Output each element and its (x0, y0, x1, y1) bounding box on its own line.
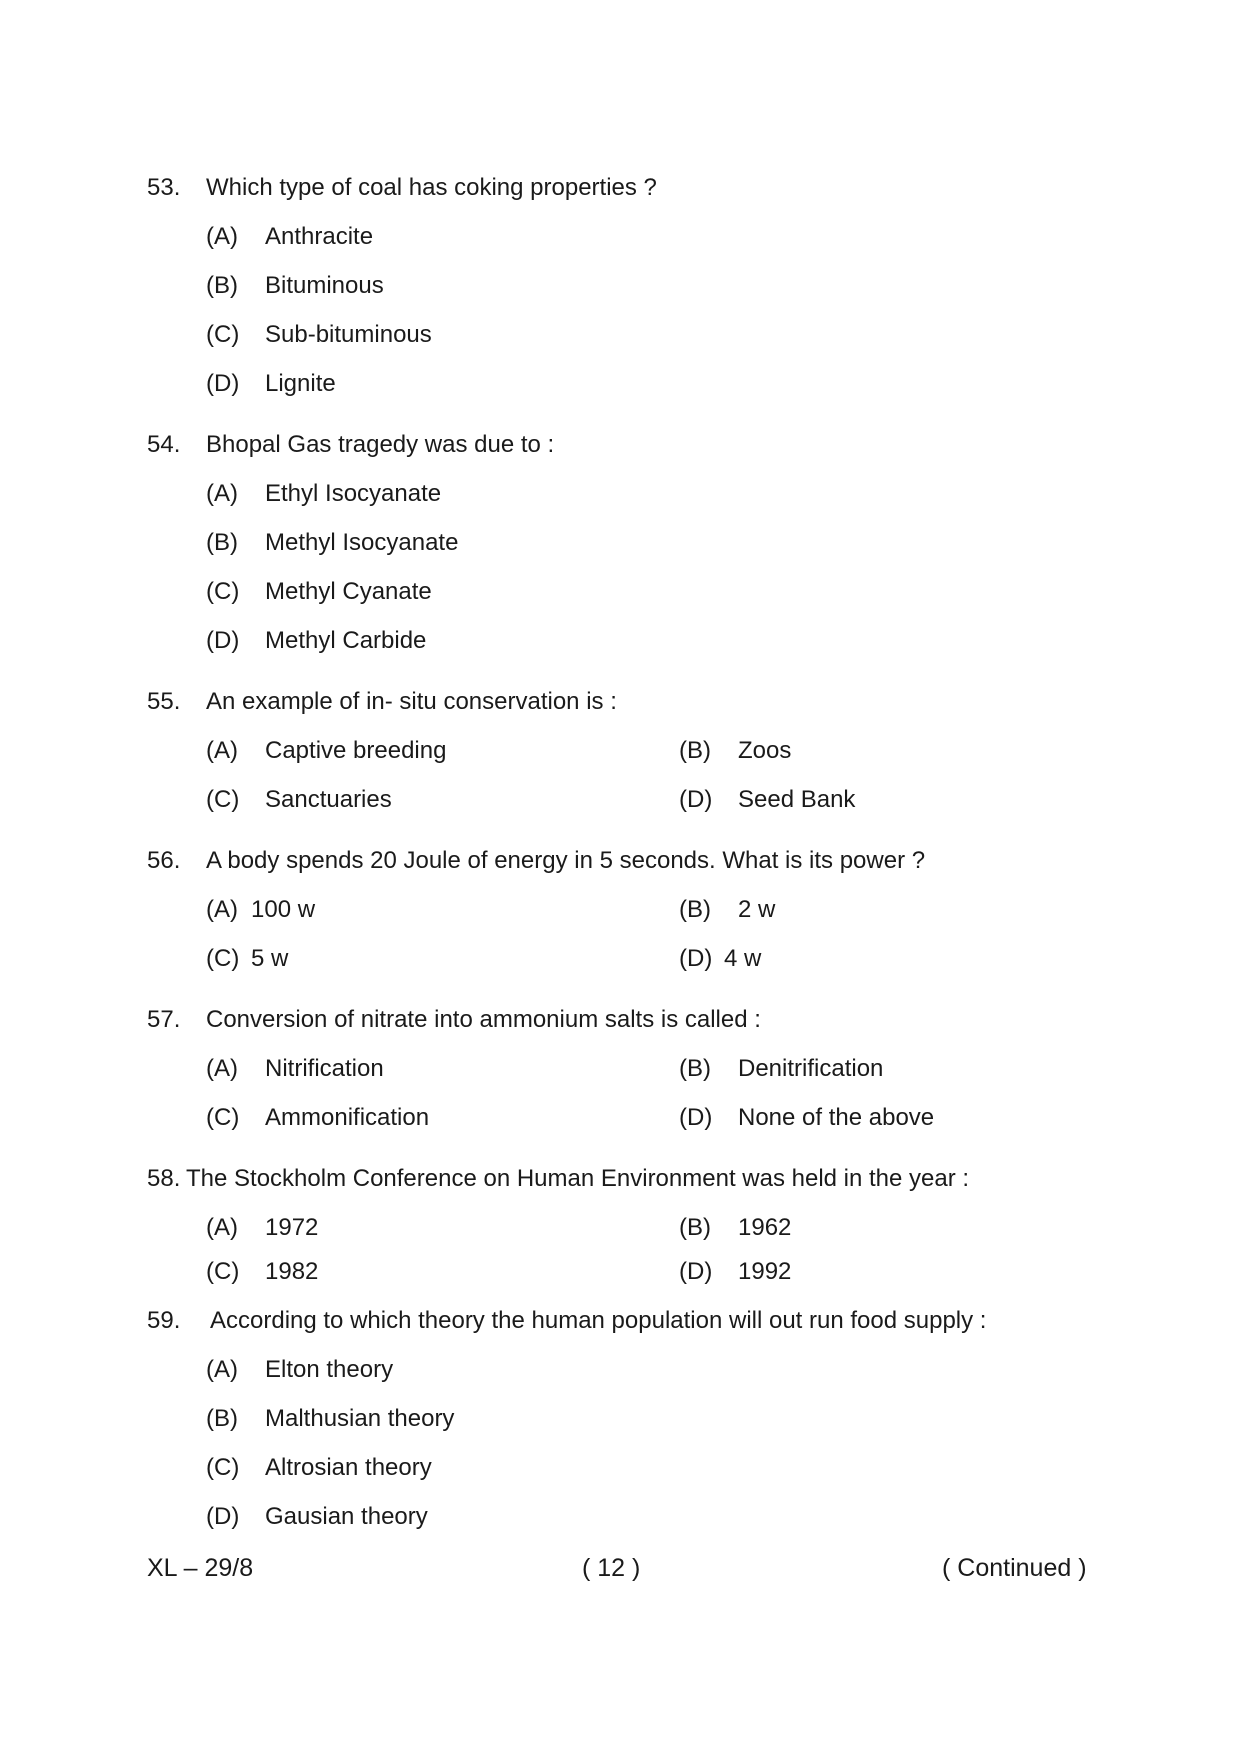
option-label: (A) (206, 223, 238, 250)
option-label: (D) (679, 1258, 713, 1285)
option-text: 1962 (738, 1214, 792, 1241)
question-number: 59. (147, 1307, 181, 1334)
question-text: Bhopal Gas tragedy was due to : (206, 431, 555, 458)
option-label: (C) (206, 945, 240, 972)
option-label: (B) (679, 737, 711, 764)
option-text: 5 w (251, 945, 289, 972)
option-text: 1972 (265, 1214, 319, 1241)
option-text: Methyl Carbide (265, 627, 427, 654)
option-label: (C) (206, 321, 240, 348)
option-label: (D) (679, 945, 713, 972)
option-text: Sanctuaries (265, 786, 392, 813)
option-label: (C) (206, 1258, 240, 1285)
option-label: (D) (679, 786, 713, 813)
option-label: (C) (206, 578, 240, 605)
option-text: 4 w (724, 945, 762, 972)
question-text: A body spends 20 Joule of energy in 5 seconds. What is its power ? (206, 847, 926, 874)
option-label: (A) (206, 896, 238, 923)
option-text: Methyl Isocyanate (265, 529, 459, 556)
question-text: The Stockholm Conference on Human Environment was held in the year : (186, 1165, 970, 1192)
question-text: According to which theory the human population will out run food supply : (210, 1307, 987, 1334)
option-label: (A) (206, 737, 238, 764)
option-text: Elton theory (265, 1356, 394, 1383)
option-label: (B) (206, 1405, 238, 1432)
option-label: (C) (206, 786, 240, 813)
option-text: Sub-bituminous (265, 321, 432, 348)
page-number: ( 12 ) (582, 1554, 641, 1582)
option-text: 1982 (265, 1258, 319, 1285)
question-text: Which type of coal has coking properties ? (206, 174, 657, 201)
option-text: 1992 (738, 1258, 792, 1285)
option-label: (D) (206, 627, 240, 654)
option-label: (B) (206, 272, 238, 299)
option-text: Anthracite (265, 223, 374, 250)
option-text: Ammonification (265, 1104, 430, 1131)
question-text: Conversion of nitrate into ammonium salts is called : (206, 1006, 761, 1033)
option-text: 2 w (738, 896, 776, 923)
question-number: 53. (147, 174, 181, 201)
question-number: 57. (147, 1006, 181, 1033)
option-label: (C) (206, 1104, 240, 1131)
option-text: Denitrification (738, 1055, 884, 1082)
option-label: (D) (206, 1503, 240, 1530)
option-text: Malthusian theory (265, 1405, 455, 1432)
question-number: 58. (147, 1165, 181, 1192)
option-text: Methyl Cyanate (265, 578, 432, 605)
option-label: (B) (206, 529, 238, 556)
option-text: Gausian theory (265, 1503, 428, 1530)
option-label: (A) (206, 1055, 238, 1082)
option-label: (A) (206, 1356, 238, 1383)
question-number: 55. (147, 688, 181, 715)
option-text: Seed Bank (738, 786, 856, 813)
option-label: (C) (206, 1454, 240, 1481)
option-label: (A) (206, 480, 238, 507)
option-text: 100 w (251, 896, 316, 923)
option-text: Altrosian theory (265, 1454, 432, 1481)
option-label: (D) (679, 1104, 713, 1131)
option-text: Ethyl Isocyanate (265, 480, 442, 507)
question-number: 56. (147, 847, 181, 874)
continued-label: ( Continued ) (942, 1554, 1087, 1582)
option-text: Nitrification (265, 1055, 384, 1082)
paper-code: XL – 29/8 (147, 1554, 254, 1582)
option-label: (D) (206, 370, 240, 397)
question-text: An example of in- situ conservation is : (206, 688, 617, 715)
option-text: Bituminous (265, 272, 384, 299)
option-label: (B) (679, 896, 711, 923)
option-text: Lignite (265, 370, 336, 397)
option-label: (B) (679, 1214, 711, 1241)
option-text: Captive breeding (265, 737, 447, 764)
option-label: (B) (679, 1055, 711, 1082)
option-text: None of the above (738, 1104, 935, 1131)
question-number: 54. (147, 431, 181, 458)
option-label: (A) (206, 1214, 238, 1241)
option-text: Zoos (738, 737, 792, 764)
